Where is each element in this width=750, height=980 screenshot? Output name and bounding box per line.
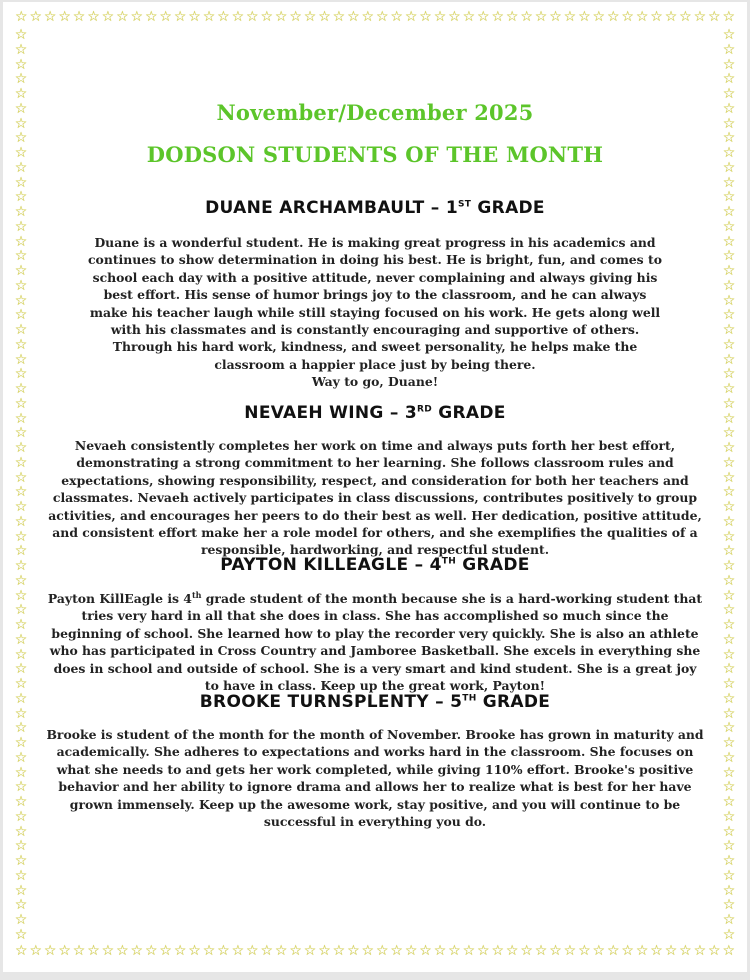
star-icon: ☆ bbox=[722, 351, 736, 368]
student-paragraph-2 bbox=[43, 437, 707, 559]
star-icon: ☆ bbox=[202, 9, 216, 25]
grade-number: 1 bbox=[445, 198, 458, 218]
paragraph-sup: th bbox=[191, 589, 202, 600]
grade-word: GRADE bbox=[456, 555, 530, 575]
star-icon: ☆ bbox=[491, 943, 504, 959]
star-icon: ☆ bbox=[722, 410, 736, 427]
star-icon: ☆ bbox=[87, 943, 100, 959]
star-icon: ☆ bbox=[101, 9, 115, 25]
student-paragraph-3 bbox=[45, 590, 705, 694]
star-icon: ☆ bbox=[419, 943, 432, 959]
star-icon: ☆ bbox=[159, 9, 172, 25]
star-icon: ☆ bbox=[14, 867, 28, 884]
star-icon: ☆ bbox=[722, 292, 736, 309]
student-name: PAYTON KILLEAGLE bbox=[220, 555, 409, 575]
star-icon: ☆ bbox=[29, 943, 42, 959]
star-icon: ☆ bbox=[722, 705, 736, 722]
star-icon: ☆ bbox=[722, 587, 736, 604]
star-icon: ☆ bbox=[606, 943, 620, 959]
star-icon: ☆ bbox=[635, 9, 649, 25]
star-icon: ☆ bbox=[708, 943, 721, 959]
star-icon: ☆ bbox=[722, 263, 736, 279]
star-icon: ☆ bbox=[404, 9, 418, 25]
grade-word: GRADE bbox=[476, 692, 551, 712]
star-icon: ☆ bbox=[592, 9, 606, 25]
star-icon: ☆ bbox=[14, 853, 28, 869]
star-icon: ☆ bbox=[14, 558, 28, 574]
star-icon: ☆ bbox=[722, 189, 736, 206]
star-icon: ☆ bbox=[606, 9, 620, 25]
star-icon: ☆ bbox=[722, 130, 736, 147]
star-icon: ☆ bbox=[375, 943, 389, 959]
star-icon: ☆ bbox=[722, 204, 736, 220]
star-icon: ☆ bbox=[679, 943, 692, 959]
star-icon: ☆ bbox=[246, 943, 259, 959]
star-icon: ☆ bbox=[318, 9, 331, 25]
star-icon: ☆ bbox=[722, 853, 736, 869]
star-icon: ☆ bbox=[130, 9, 144, 25]
star-icon: ☆ bbox=[722, 794, 736, 810]
star-icon: ☆ bbox=[722, 749, 736, 766]
document-page bbox=[3, 2, 747, 972]
heading-dash: – bbox=[383, 403, 405, 423]
student-name: BROOKE TURNSPLENTY bbox=[199, 692, 429, 712]
star-icon: ☆ bbox=[693, 9, 707, 25]
star-icon: ☆ bbox=[14, 130, 28, 147]
star-icon: ☆ bbox=[390, 943, 403, 959]
star-icon: ☆ bbox=[14, 410, 28, 427]
star-icon: ☆ bbox=[14, 617, 28, 633]
star-icon: ☆ bbox=[14, 440, 28, 456]
star-icon: ☆ bbox=[549, 943, 562, 959]
star-icon: ☆ bbox=[14, 454, 28, 471]
student-heading-2 bbox=[43, 403, 707, 423]
star-icon: ☆ bbox=[722, 115, 736, 132]
star-icon: ☆ bbox=[722, 425, 736, 442]
star-icon: ☆ bbox=[491, 9, 504, 25]
star-icon: ☆ bbox=[14, 100, 28, 117]
star-icon: ☆ bbox=[303, 943, 317, 959]
student-heading-1 bbox=[43, 198, 707, 218]
star-icon: ☆ bbox=[722, 720, 736, 737]
star-icon: ☆ bbox=[664, 9, 678, 25]
star-icon: ☆ bbox=[14, 86, 28, 102]
star-icon: ☆ bbox=[14, 735, 28, 751]
star-icon: ☆ bbox=[14, 277, 28, 294]
star-icon: ☆ bbox=[433, 943, 447, 959]
star-icon: ☆ bbox=[14, 897, 28, 914]
star-icon: ☆ bbox=[14, 499, 28, 515]
star-icon: ☆ bbox=[664, 943, 678, 959]
star-icon: ☆ bbox=[722, 336, 736, 353]
star-icon: ☆ bbox=[14, 395, 28, 412]
star-icon: ☆ bbox=[722, 617, 736, 633]
star-icon: ☆ bbox=[14, 71, 28, 88]
star-icon: ☆ bbox=[722, 307, 736, 324]
star-icon: ☆ bbox=[505, 943, 519, 959]
star-icon: ☆ bbox=[144, 943, 158, 959]
star-icon: ☆ bbox=[14, 823, 28, 840]
star-icon: ☆ bbox=[43, 9, 57, 25]
star-icon: ☆ bbox=[722, 71, 736, 88]
star-icon: ☆ bbox=[722, 631, 736, 648]
star-icon: ☆ bbox=[505, 9, 519, 25]
star-icon: ☆ bbox=[87, 9, 100, 25]
star-icon: ☆ bbox=[14, 174, 28, 191]
star-icon: ☆ bbox=[361, 9, 375, 25]
star-icon: ☆ bbox=[14, 764, 28, 781]
star-icon: ☆ bbox=[722, 838, 736, 855]
star-icon: ☆ bbox=[390, 9, 403, 25]
star-icon: ☆ bbox=[14, 572, 28, 589]
star-icon: ☆ bbox=[722, 764, 736, 781]
star-icon: ☆ bbox=[520, 9, 533, 25]
star-icon: ☆ bbox=[14, 926, 28, 943]
heading-dash: – bbox=[428, 692, 451, 712]
paragraph-text: Duane is a wonderful student. He is making great progress in his academics and continues to show determination in doing his best. He is bright, fun, and comes to school each day with a positive attitude, never complaining and always giving his best effort. His sense of humor brings joy to the classroom, and he can always make his teacher laugh while still staying focused on his work. He gets along well with his classmates and is constantly encouraging and supportive of others. Through his hard work, kindness, and sweet personality, he helps make the classroom a happier place just by being there. bbox=[88, 235, 662, 372]
star-icon: ☆ bbox=[722, 218, 736, 235]
star-icon: ☆ bbox=[72, 943, 86, 959]
star-icon: ☆ bbox=[14, 646, 28, 663]
star-icon: ☆ bbox=[14, 749, 28, 766]
star-icon: ☆ bbox=[722, 100, 736, 117]
star-icon: ☆ bbox=[722, 602, 736, 619]
grade-suffix: TH bbox=[441, 556, 457, 567]
star-icon: ☆ bbox=[722, 56, 736, 73]
star-icon: ☆ bbox=[29, 9, 42, 25]
star-icon: ☆ bbox=[202, 943, 216, 959]
grade-number: 5 bbox=[450, 692, 463, 712]
star-icon: ☆ bbox=[289, 943, 302, 959]
star-icon: ☆ bbox=[375, 9, 389, 25]
star-icon: ☆ bbox=[14, 587, 28, 604]
star-icon: ☆ bbox=[448, 9, 461, 25]
star-icon: ☆ bbox=[722, 174, 736, 191]
paragraph-closing: Way to go, Duane! bbox=[311, 374, 439, 390]
star-icon: ☆ bbox=[14, 912, 28, 928]
star-icon: ☆ bbox=[722, 690, 736, 707]
star-icon: ☆ bbox=[722, 366, 736, 383]
star-icon: ☆ bbox=[722, 897, 736, 914]
star-icon: ☆ bbox=[14, 159, 28, 176]
star-icon: ☆ bbox=[722, 867, 736, 884]
star-icon: ☆ bbox=[188, 9, 201, 25]
star-icon: ☆ bbox=[58, 943, 71, 959]
star-icon: ☆ bbox=[14, 794, 28, 810]
star-icon: ☆ bbox=[404, 943, 418, 959]
star-icon: ☆ bbox=[14, 233, 28, 250]
star-icon: ☆ bbox=[231, 943, 245, 959]
star-icon: ☆ bbox=[722, 322, 736, 338]
star-icon: ☆ bbox=[650, 943, 663, 959]
star-icon: ☆ bbox=[722, 381, 736, 397]
grade-word: GRADE bbox=[432, 403, 506, 423]
star-icon: ☆ bbox=[462, 9, 476, 25]
star-icon: ☆ bbox=[462, 943, 476, 959]
star-icon: ☆ bbox=[14, 838, 28, 855]
star-icon: ☆ bbox=[116, 9, 129, 25]
star-icon: ☆ bbox=[722, 513, 736, 530]
star-icon: ☆ bbox=[722, 27, 736, 43]
star-icon: ☆ bbox=[722, 395, 736, 412]
star-icon: ☆ bbox=[217, 9, 230, 25]
star-icon: ☆ bbox=[563, 9, 577, 25]
star-icon: ☆ bbox=[58, 9, 71, 25]
star-icon: ☆ bbox=[14, 204, 28, 220]
star-icon: ☆ bbox=[14, 263, 28, 279]
star-icon: ☆ bbox=[722, 558, 736, 574]
star-icon: ☆ bbox=[159, 943, 172, 959]
star-icon: ☆ bbox=[722, 646, 736, 663]
star-icon: ☆ bbox=[14, 336, 28, 353]
star-icon: ☆ bbox=[419, 9, 432, 25]
star-icon: ☆ bbox=[722, 823, 736, 840]
star-icon: ☆ bbox=[635, 943, 649, 959]
star-icon: ☆ bbox=[14, 513, 28, 530]
star-icon: ☆ bbox=[578, 943, 591, 959]
star-icon: ☆ bbox=[722, 543, 736, 560]
student-paragraph-1 bbox=[83, 234, 667, 391]
star-border-bottom bbox=[15, 944, 735, 960]
star-icon: ☆ bbox=[14, 292, 28, 309]
paragraph-text: grade student of the month because she is a hard-working student that tries very hard in all that she does in class. She has accomplished so much since the beginning of school. She learned how to play the recorder very quickly. She is also an athlete who has participated in Cross Country and Jamboree Basketball. She excels in everything she does in school and outside of school. She is a very smart and kind student. She is a great joy to have in class. Keep up the great work, Payton! bbox=[49, 591, 703, 694]
star-icon: ☆ bbox=[722, 926, 736, 943]
star-icon: ☆ bbox=[289, 9, 302, 25]
star-icon: ☆ bbox=[173, 943, 187, 959]
heading-dash: – bbox=[424, 198, 446, 218]
star-icon: ☆ bbox=[361, 943, 375, 959]
star-icon: ☆ bbox=[14, 27, 28, 43]
star-icon: ☆ bbox=[722, 484, 736, 501]
paragraph-text-start: Payton KillEagle is 4 bbox=[47, 591, 192, 606]
star-icon: ☆ bbox=[448, 943, 461, 959]
star-icon: ☆ bbox=[14, 882, 28, 899]
star-icon: ☆ bbox=[14, 631, 28, 648]
star-icon: ☆ bbox=[260, 943, 273, 959]
star-icon: ☆ bbox=[14, 248, 28, 265]
star-icon: ☆ bbox=[14, 469, 28, 486]
star-icon: ☆ bbox=[14, 779, 28, 796]
star-icon: ☆ bbox=[14, 808, 28, 825]
grade-number: 3 bbox=[404, 403, 418, 423]
star-icon: ☆ bbox=[14, 484, 28, 501]
student-heading-3 bbox=[43, 555, 707, 575]
star-icon: ☆ bbox=[722, 248, 736, 265]
star-icon: ☆ bbox=[260, 9, 273, 25]
grade-number: 4 bbox=[429, 555, 442, 575]
star-border-right bbox=[721, 28, 737, 942]
heading-dash: – bbox=[408, 555, 430, 575]
star-icon: ☆ bbox=[621, 9, 634, 25]
star-icon: ☆ bbox=[14, 41, 28, 58]
star-icon: ☆ bbox=[116, 943, 129, 959]
header-date: November/December 2025 bbox=[216, 100, 534, 125]
header-title: DODSON STUDENTS OF THE MONTH bbox=[146, 142, 604, 167]
star-icon: ☆ bbox=[722, 499, 736, 515]
star-icon: ☆ bbox=[14, 56, 28, 73]
star-icon: ☆ bbox=[520, 943, 533, 959]
star-icon: ☆ bbox=[14, 381, 28, 397]
star-icon: ☆ bbox=[722, 86, 736, 102]
student-name: DUANE ARCHAMBAULT bbox=[205, 198, 425, 218]
star-icon: ☆ bbox=[14, 720, 28, 737]
star-icon: ☆ bbox=[14, 543, 28, 560]
star-icon: ☆ bbox=[708, 9, 721, 25]
star-icon: ☆ bbox=[14, 351, 28, 368]
star-icon: ☆ bbox=[722, 779, 736, 796]
star-icon: ☆ bbox=[722, 41, 736, 58]
star-icon: ☆ bbox=[43, 943, 57, 959]
star-icon: ☆ bbox=[578, 9, 591, 25]
paragraph-text: Nevaeh consistently completes her work on time and always puts forth her best effort, demonstrating a strong commitment to her learning. She follows classroom rules and expectations, showing responsibility, respect, and consideration for both her teachers and classmates. Nevaeh actively participates in class discussions, contributes positively to group activities, and encourages her peers to do their best as well. Her dedication, positive attitude, and consistent effort make her a role model for others, and she exemplifies the qualities of a responsible, hardworking, and respectful student. bbox=[48, 438, 702, 558]
star-icon: ☆ bbox=[534, 9, 548, 25]
star-icon: ☆ bbox=[693, 943, 707, 959]
star-icon: ☆ bbox=[722, 735, 736, 751]
student-paragraph-4 bbox=[45, 726, 705, 830]
star-icon: ☆ bbox=[246, 9, 259, 25]
star-icon: ☆ bbox=[14, 322, 28, 338]
star-icon: ☆ bbox=[722, 454, 736, 471]
star-icon: ☆ bbox=[173, 9, 187, 25]
paragraph-text: Brooke is student of the month for the month of November. Brooke has grown in maturity and academically. She adheres to expectations and works hard in the classroom. She focuses on what she needs to and gets her work completed, while giving 110% effort. Brooke's positive behavior and her ability to ignore drama and allows her to realize what is best for her have grown immensely. Keep up the awesome work, stay positive, and you will continue to be successful in everything you do. bbox=[46, 727, 704, 830]
star-border-top bbox=[15, 10, 735, 26]
star-border-left bbox=[13, 28, 29, 942]
star-icon: ☆ bbox=[534, 943, 548, 959]
star-icon: ☆ bbox=[318, 943, 331, 959]
star-icon: ☆ bbox=[477, 943, 490, 959]
star-icon: ☆ bbox=[347, 9, 360, 25]
star-icon: ☆ bbox=[347, 943, 360, 959]
star-icon: ☆ bbox=[14, 115, 28, 132]
grade-suffix: RD bbox=[417, 404, 433, 415]
star-icon: ☆ bbox=[722, 676, 736, 692]
star-icon: ☆ bbox=[101, 943, 115, 959]
star-icon: ☆ bbox=[722, 9, 735, 25]
star-icon: ☆ bbox=[722, 528, 736, 545]
star-icon: ☆ bbox=[332, 943, 346, 959]
star-icon: ☆ bbox=[722, 661, 736, 678]
star-icon: ☆ bbox=[188, 943, 201, 959]
star-icon: ☆ bbox=[14, 307, 28, 324]
star-icon: ☆ bbox=[14, 602, 28, 619]
star-icon: ☆ bbox=[303, 9, 317, 25]
star-icon: ☆ bbox=[722, 882, 736, 899]
star-icon: ☆ bbox=[274, 943, 288, 959]
star-icon: ☆ bbox=[14, 145, 28, 161]
star-icon: ☆ bbox=[722, 233, 736, 250]
star-icon: ☆ bbox=[72, 9, 86, 25]
star-icon: ☆ bbox=[722, 912, 736, 928]
star-icon: ☆ bbox=[621, 943, 634, 959]
star-icon: ☆ bbox=[14, 661, 28, 678]
star-icon: ☆ bbox=[14, 676, 28, 692]
star-icon: ☆ bbox=[14, 189, 28, 206]
student-heading-4 bbox=[43, 692, 707, 712]
star-icon: ☆ bbox=[477, 9, 490, 25]
star-icon: ☆ bbox=[722, 277, 736, 294]
star-icon: ☆ bbox=[722, 440, 736, 456]
star-icon: ☆ bbox=[217, 943, 230, 959]
star-icon: ☆ bbox=[679, 9, 692, 25]
star-icon: ☆ bbox=[549, 9, 562, 25]
star-icon: ☆ bbox=[722, 572, 736, 589]
star-icon: ☆ bbox=[274, 9, 288, 25]
star-icon: ☆ bbox=[15, 9, 28, 25]
star-icon: ☆ bbox=[14, 528, 28, 545]
student-name: NEVAEH WING bbox=[244, 403, 384, 423]
grade-word: GRADE bbox=[471, 198, 545, 218]
star-icon: ☆ bbox=[231, 9, 245, 25]
star-icon: ☆ bbox=[332, 9, 346, 25]
grade-suffix: TH bbox=[462, 693, 477, 704]
star-icon: ☆ bbox=[722, 469, 736, 486]
star-icon: ☆ bbox=[14, 218, 28, 235]
star-icon: ☆ bbox=[722, 943, 735, 959]
star-icon: ☆ bbox=[722, 159, 736, 176]
grade-suffix: ST bbox=[457, 199, 472, 210]
star-icon: ☆ bbox=[650, 9, 663, 25]
star-icon: ☆ bbox=[433, 9, 447, 25]
star-icon: ☆ bbox=[592, 943, 606, 959]
star-icon: ☆ bbox=[722, 808, 736, 825]
star-icon: ☆ bbox=[14, 690, 28, 707]
star-icon: ☆ bbox=[722, 145, 736, 161]
star-icon: ☆ bbox=[130, 943, 144, 959]
star-icon: ☆ bbox=[14, 366, 28, 383]
star-icon: ☆ bbox=[144, 9, 158, 25]
star-icon: ☆ bbox=[563, 943, 577, 959]
star-icon: ☆ bbox=[14, 425, 28, 442]
star-icon: ☆ bbox=[14, 705, 28, 722]
star-icon: ☆ bbox=[15, 943, 28, 959]
